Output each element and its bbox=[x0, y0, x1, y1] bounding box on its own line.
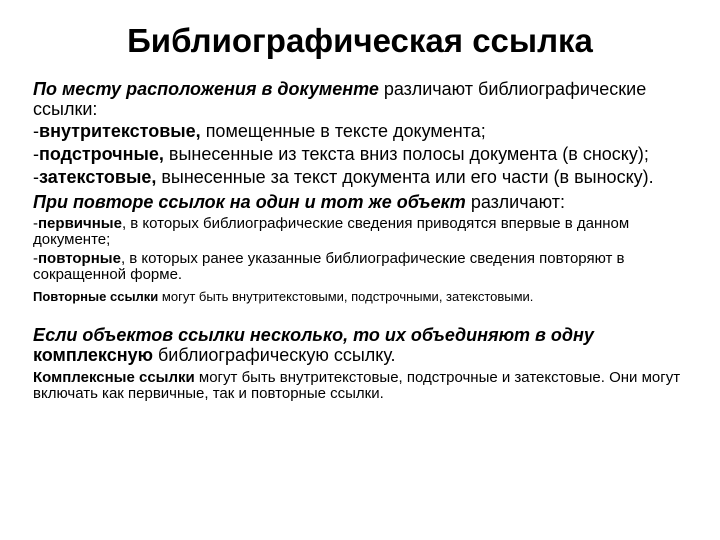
list-item-primary bbox=[33, 216, 688, 248]
emphasis-location: По месту расположения в документе bbox=[33, 79, 379, 99]
dash: - bbox=[33, 250, 38, 267]
emphasis-multiple: Если объектов ссылки несколько, то их объединяют в одну bbox=[33, 325, 594, 345]
paragraph-multiple-objects bbox=[33, 325, 688, 365]
text-location-intro: различают библиографические ссылки: bbox=[33, 79, 647, 119]
dash: - bbox=[33, 144, 39, 164]
text-repeated: , в которых ранее указанные библиографические сведения повторяют в сокращенной форме. bbox=[33, 250, 625, 283]
list-item-endnote bbox=[33, 167, 688, 187]
term-primary: первичные bbox=[38, 215, 122, 232]
slide-title: Библиографическая ссылка bbox=[127, 22, 593, 59]
text-complex-note: могут быть внутритекстовые, подстрочные и затекстовые. Они могут включать как первичные, так и повторные ссылки. bbox=[33, 369, 681, 402]
term-footnote: подстрочные, bbox=[39, 144, 164, 164]
paragraph-location-intro bbox=[33, 79, 688, 119]
text-endnote: вынесенные за текст документа или его части (в выноску). bbox=[156, 167, 654, 187]
text-primary: , в которых библиографические сведения приводятся впервые в данном документе; bbox=[33, 215, 630, 248]
term-intext: внутритекстовые, bbox=[39, 121, 201, 141]
text-intext: помещенные в тексте документа; bbox=[200, 121, 486, 141]
term-repeated-links: Повторные ссылки bbox=[33, 289, 159, 304]
paragraph-repeat-intro bbox=[33, 192, 688, 212]
slide-body bbox=[33, 79, 688, 402]
dash: - bbox=[33, 121, 39, 141]
list-item-intext bbox=[33, 121, 688, 141]
term-repeated: повторные bbox=[38, 250, 121, 267]
dash: - bbox=[33, 215, 38, 232]
term-endnote: затекстовые, bbox=[39, 167, 157, 187]
text-repeat-intro: различают: bbox=[465, 192, 565, 212]
emphasis-repeat: При повторе ссылок на один и тот же объект bbox=[33, 192, 466, 212]
text-complex-intro: библиографическую ссылку. bbox=[152, 345, 396, 365]
term-complex: комплексную bbox=[33, 345, 153, 365]
dash: - bbox=[33, 167, 39, 187]
text-footnote: вынесенные из текста вниз полосы документа (в сноску); bbox=[163, 144, 649, 164]
list-item-footnote bbox=[33, 144, 688, 164]
paragraph-repeated-note bbox=[33, 289, 688, 304]
text-repeated-note: могут быть внутритекстовыми, подстрочными, затекстовыми. bbox=[158, 289, 534, 304]
paragraph-complex-note bbox=[33, 370, 688, 402]
term-complex-links: Комплексные ссылки bbox=[33, 369, 195, 386]
list-item-repeated bbox=[33, 251, 688, 283]
